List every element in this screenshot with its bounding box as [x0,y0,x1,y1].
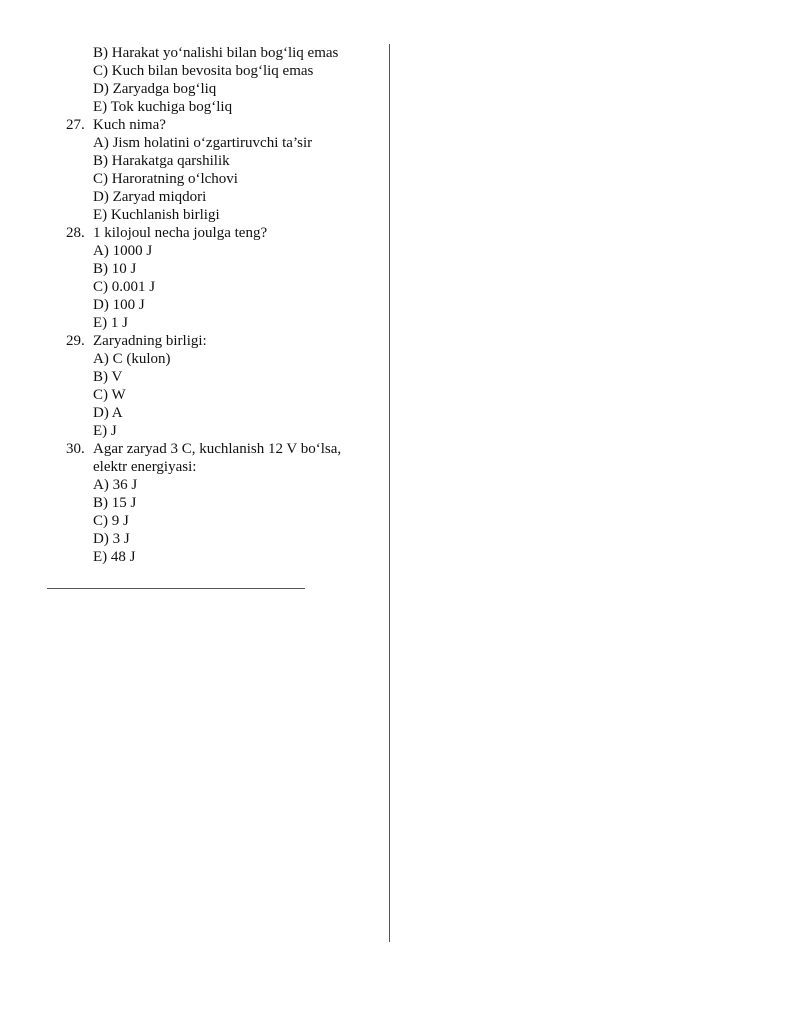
question-number: 30. [66,441,85,457]
question-line [66,440,376,458]
option-line: D) 100 J [93,297,145,313]
option-line: B) 10 J [93,261,137,277]
option-line: D) Zaryad miqdori [93,189,207,205]
option-line: E) J [93,423,117,439]
question-text: Zaryadning birligi: [93,333,207,349]
option-line: E) Kuchlanish birligi [93,207,220,223]
question-text: Kuch nima? [93,117,166,133]
option-line: C) Kuch bilan bevosita bog‘liq emas [93,63,314,79]
option-line: C) 0.001 J [93,279,156,295]
option-line: A) 1000 J [93,243,153,259]
option-line: D) 3 J [93,531,130,547]
column-divider [389,44,390,942]
question-29 [66,332,376,440]
option-line: A) C (kulon) [93,351,171,367]
question-text: Agar zaryad 3 C, kuchlanish 12 V bo‘lsa, [93,441,342,457]
option-line: C) W [93,387,126,403]
question-30 [66,440,376,566]
question-line [66,224,376,242]
option-line: B) Harakatga qarshilik [93,153,230,169]
option-line: D) Zaryadga bog‘liq [93,81,217,97]
left-column [66,44,376,566]
previous-question-options [66,44,376,116]
question-text: 1 kilojoul necha joulga teng? [93,225,268,241]
question-number: 29. [66,333,85,349]
question-number: 28. [66,225,85,241]
option-line: C) 9 J [93,513,129,529]
option-line: B) 15 J [93,495,137,511]
footnote-rule [47,588,305,589]
option-line: A) 36 J [93,477,138,493]
option-line: E) Tok kuchiga bog‘liq [93,99,233,115]
question-number: 27. [66,117,85,133]
option-line: D) A [93,405,123,421]
option-line: A) Jism holatini o‘zgartiruvchi ta’sir [93,135,313,151]
option-line: E) 1 J [93,315,128,331]
option-line: B) V [93,369,123,385]
question-line [66,332,376,350]
option-line: B) Harakat yo‘nalishi bilan bog‘liq emas [93,45,339,61]
option-line: E) 48 J [93,549,136,565]
option-line: C) Haroratning o‘lchovi [93,171,238,187]
question-line [66,116,376,134]
question-text-continuation: elektr energiyasi: [93,459,197,475]
question-28 [66,224,376,332]
question-27 [66,116,376,224]
